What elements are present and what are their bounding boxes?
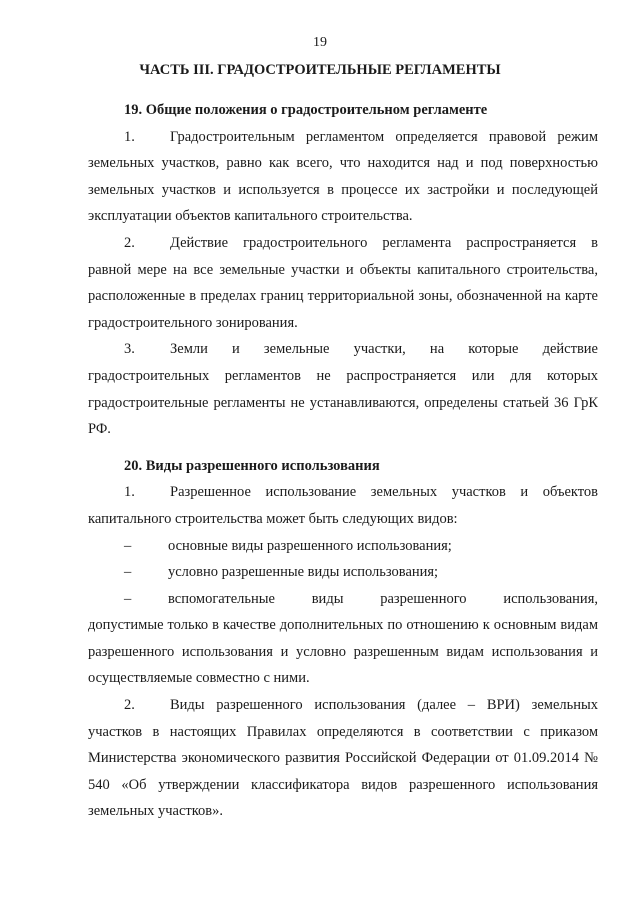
item-number: 1. (124, 128, 135, 145)
dash-marker: – (124, 564, 132, 581)
item-text: Виды разрешенного использования (далее – ВРИ) земельных участков в настоящих Правилах определяются в соответствии с приказом Министерства экономического развития Российской Федерации от 01.09.2014 № 540 «Об утверждении классификатора видов разрешенного использования земельных участков». (88, 697, 598, 820)
dash-list-item (88, 533, 598, 560)
section-19-item-2 (88, 230, 598, 336)
item-text: Разрешенное использование земельных участков и объектов капитального строительства может быть следующих видов: (88, 484, 598, 527)
dash-item-text: условно разрешенные виды использования; (168, 564, 439, 581)
dash-item-text: вспомогательные виды разрешенного использования, (168, 590, 598, 607)
section-20-item-1 (88, 479, 598, 532)
dash-list-item (88, 586, 598, 613)
page-number: 19 (313, 35, 327, 50)
part-title: ЧАСТЬ III. ГРАДОСТРОИТЕЛЬНЫЕ РЕГЛАМЕНТЫ (139, 62, 501, 78)
item-text: Земли и земельные участки, на которые действие градостроительных регламентов не распространяется или для которых градостроительные регламенты не устанавливаются, определены статьей 36 ГрК РФ. (88, 341, 598, 438)
item-text: Действие градостроительного регламента распространяется в равной мере на все земельные участки и объекты капитального строительства, расположенные в пределах границ территориальной зоны, обозначенной на карте градостроительного зонирования. (88, 234, 598, 331)
item-text: Градостроительным регламентом определяется правовой режим земельных участков, равно как всего, что находится над и под поверхностью земельных участков и используется в процессе их застройки и последующей эксплуатации объектов капитального строительства. (88, 128, 598, 225)
item-number: 3. (124, 341, 135, 358)
dash-list-item (88, 559, 598, 586)
dash-marker: – (124, 537, 132, 554)
item-number: 2. (124, 697, 135, 714)
dash-item-text: основные виды разрешенного использования; (168, 537, 452, 554)
document-body (88, 97, 598, 825)
section-20-item-2 (88, 692, 598, 825)
section-19-item-3 (88, 336, 598, 442)
dash-item-continuation: допустимые только в качестве дополнительных по отношению к основным видам разрешенного использования и условно разрешенным видам использования и осуществляемые совместно с ними. (88, 617, 598, 687)
item-number: 2. (124, 234, 135, 251)
item-number: 1. (124, 484, 135, 501)
section-20-heading: 20. Виды разрешенного использования (124, 457, 380, 474)
section-19-item-1 (88, 124, 598, 230)
section-19-heading: 19. Общие положения о градостроительном регламенте (124, 102, 488, 118)
dash-marker: – (124, 590, 132, 607)
